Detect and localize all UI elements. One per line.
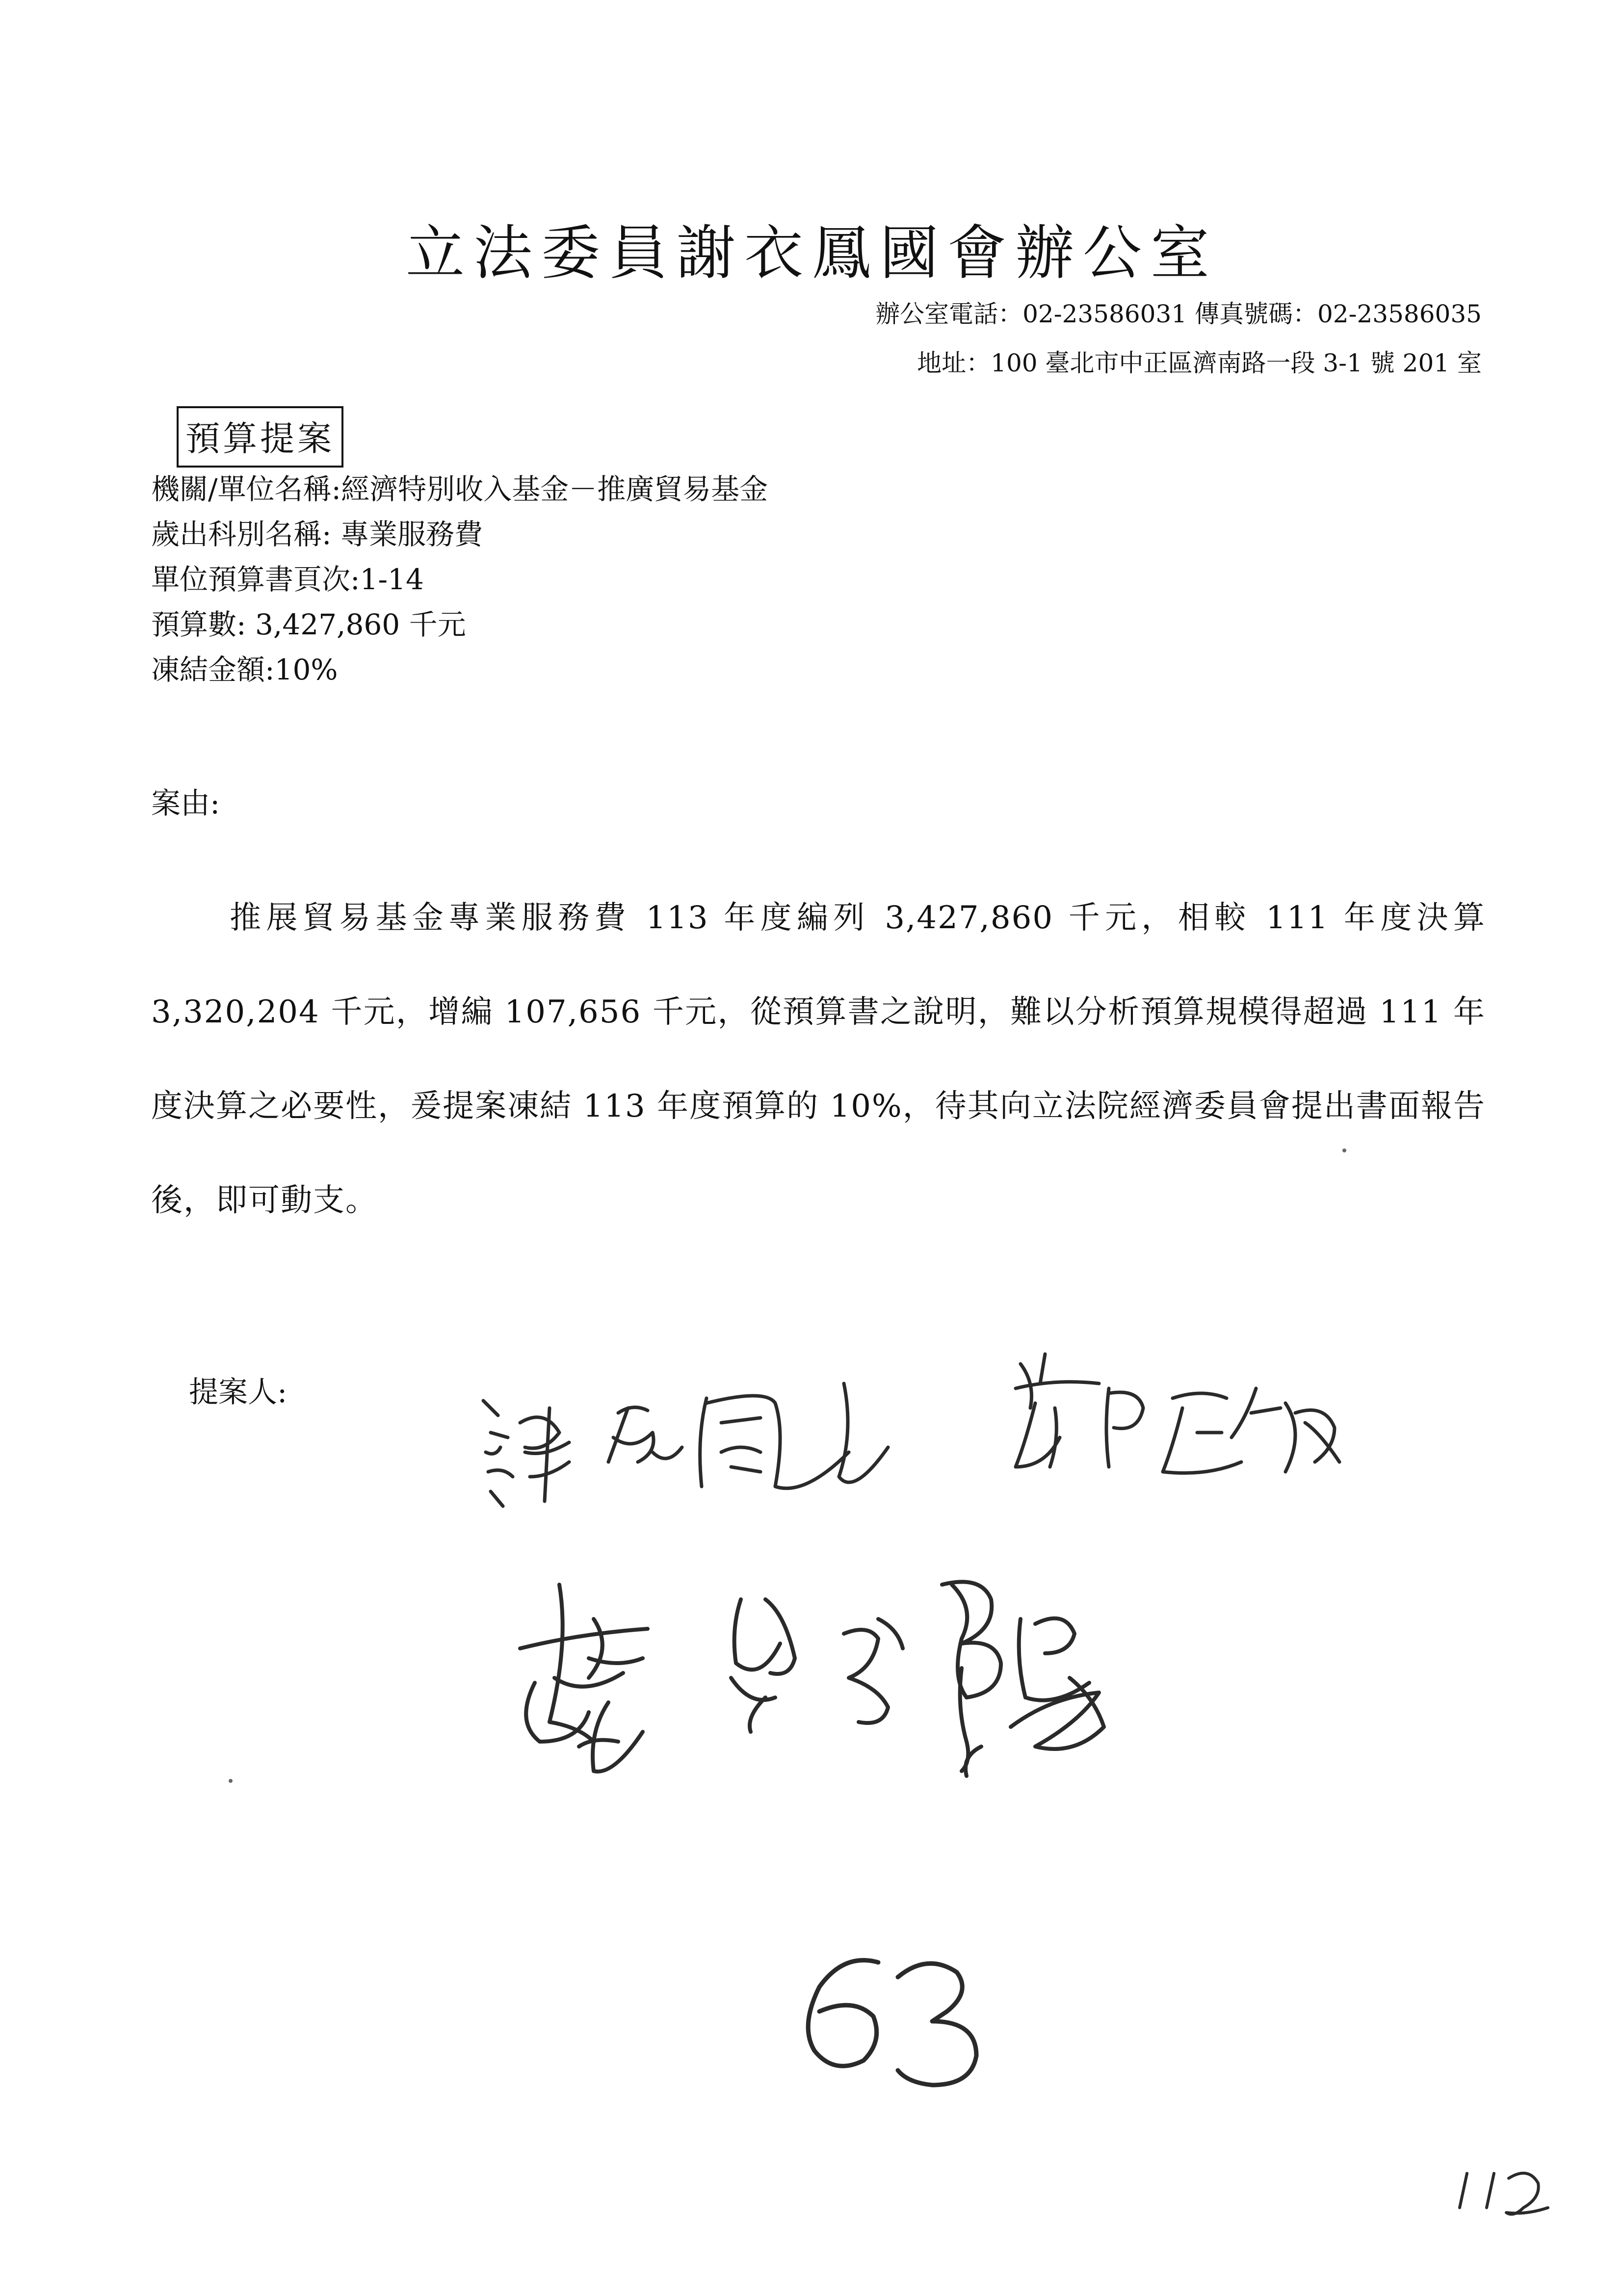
scan-speck bbox=[229, 1779, 233, 1783]
reason-label: 案由: bbox=[151, 786, 220, 821]
signature-xie-yifeng bbox=[483, 1383, 888, 1506]
scan-speck bbox=[1342, 1148, 1346, 1152]
signature-zheng-zhengqian bbox=[1016, 1354, 1339, 1473]
signature-yang-qiongying bbox=[520, 1582, 1104, 1776]
field-frozen-amount: 凍結金額:10% bbox=[151, 653, 338, 686]
page-number-handwritten bbox=[808, 1960, 976, 2085]
field-budget-page: 單位預算書頁次:1-14 bbox=[151, 563, 424, 596]
reason-paragraph: 推展貿易基金專業服務費 113 年度編列 3,427,860 千元，相較 111 年度決算 3,320,204 千元，增編 107,656 千元，從預算書之說明，難以分析預算規模得超過 111 年度決算之必要性，爰提案凍結 113 年度預算的 10%，待其向立法院經濟委員會提出書面報告後，即可動支。 bbox=[151, 900, 1486, 1219]
field-budget-amount: 預算數: 3,427,860 千元 bbox=[151, 608, 466, 641]
corner-number-handwritten bbox=[1460, 2173, 1548, 2215]
proposer-label: 提案人: bbox=[189, 1375, 288, 1409]
office-title: 立法委員謝衣鳳國會辦公室 bbox=[406, 219, 1218, 287]
field-agency-unit: 機關/單位名稱:經濟特別收入基金－推廣貿易基金 bbox=[151, 472, 768, 506]
proposal-type-box: 預算提案 bbox=[177, 406, 343, 468]
office-phone-fax: 辦公室電話：02-23586031 傳真號碼：02-23586035 bbox=[875, 300, 1482, 328]
office-address: 地址：100 臺北市中正區濟南路一段 3-1 號 201 室 bbox=[917, 349, 1482, 377]
field-expenditure-item: 歲出科別名稱: 專業服務費 bbox=[151, 518, 483, 551]
